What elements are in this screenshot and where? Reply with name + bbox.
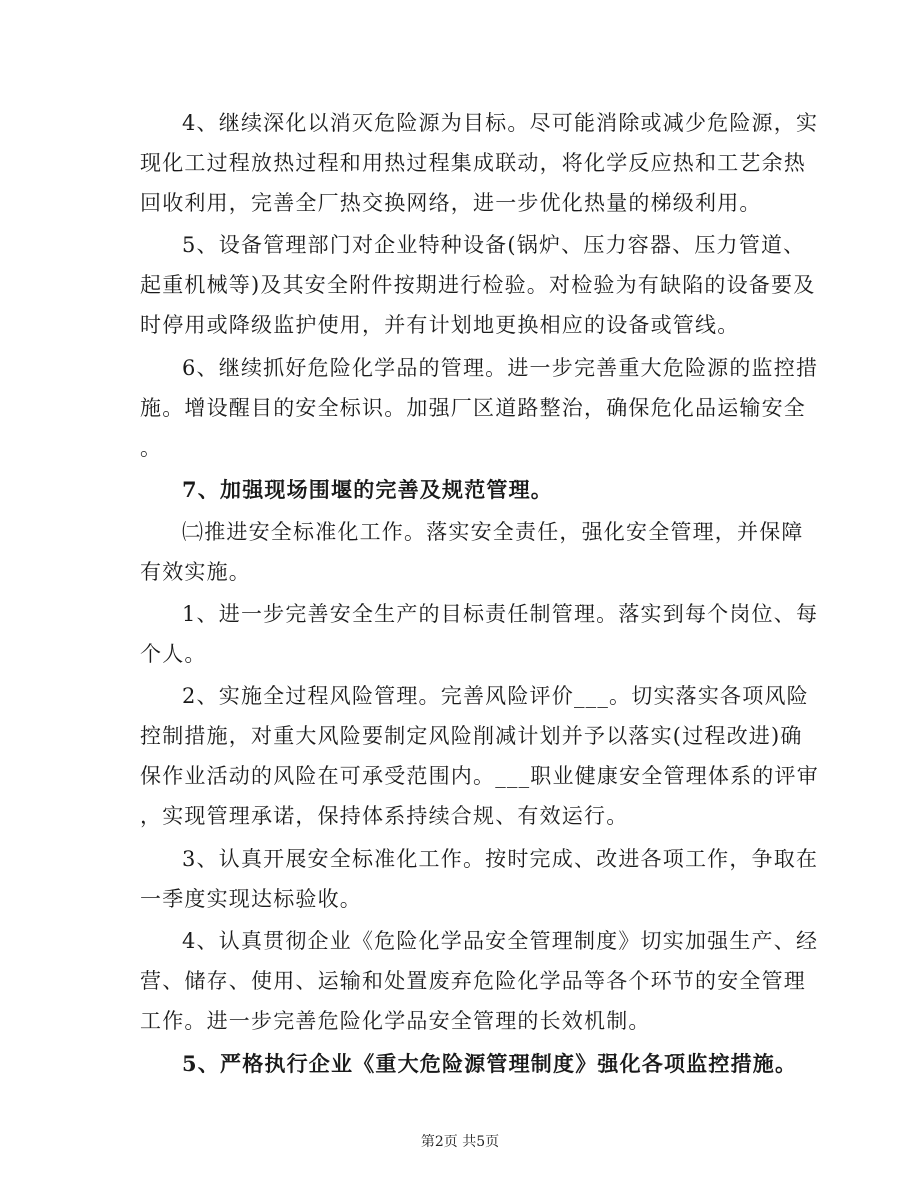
paragraph-3-line-1: 6、继续抓好危险化学品的管理。进一步完善重大危险源的监控措	[182, 356, 819, 380]
paragraph-5-line-1: ㈡推进安全标准化工作。落实安全责任，强化安全管理，并保障	[182, 520, 804, 544]
paragraph-1-line-1: 4、继续深化以消灭危险源为目标。尽可能消除或减少危险源，实	[182, 111, 819, 135]
paragraph-3-line-2: 施。增设醒目的安全标识。加强厂区道路整治，确保危化品运输安全	[140, 396, 806, 420]
paragraph-3-line-3: 。	[140, 436, 163, 460]
paragraph-9-line-3: 工作。进一步完善危险化学品安全管理的长效机制。	[140, 1009, 651, 1033]
paragraph-6-line-2: 个人。	[140, 642, 207, 666]
paragraph-2-line-3: 时停用或降级监护使用，并有计划地更换相应的设备或管线。	[140, 313, 740, 337]
paragraph-6-line-1: 1、进一步完善安全生产的目标责任制管理。落实到每个岗位、每	[182, 602, 819, 626]
paragraph-2-line-1: 5、设备管理部门对企业特种设备(锅炉、压力容器、压力管道、	[182, 233, 806, 257]
paragraph-9-line-1: 4、认真贯彻企业《危险化学品安全管理制度》切实加强生产、经	[182, 929, 819, 953]
paragraph-7-line-1: 2、实施全过程风险管理。完善风险评价___。切实落实各项风险	[182, 684, 809, 708]
paragraph-8-line-2: 一季度实现达标验收。	[140, 887, 362, 911]
paragraph-9-line-2: 营、储存、使用、运输和处置废弃危险化学品等各个环节的安全管理	[140, 969, 806, 993]
section-heading-7: 7、加强现场围堰的完善及规范管理。	[182, 477, 554, 502]
page-number-footer: 第2页 共5页	[420, 1134, 500, 1150]
paragraph-8-line-1: 3、认真开展安全标准化工作。按时完成、改进各项工作，争取在	[182, 847, 819, 871]
section-heading-5: 5、严格执行企业《重大危险源管理制度》强化各项监控措施。	[182, 1051, 798, 1076]
paragraph-7-line-2: 控制措施，对重大风险要制定风险削减计划并予以落实(过程改进)确	[140, 724, 803, 748]
paragraph-2-line-2: 起重机械等)及其安全附件按期进行检验。对检验为有缺陷的设备要及	[140, 273, 816, 297]
paragraph-7-line-3: 保作业活动的风险在可承受范围内。___职业健康安全管理体系的评审	[140, 764, 819, 788]
paragraph-5-line-2: 有效实施。	[140, 560, 251, 584]
paragraph-1-line-2: 现化工过程放热过程和用热过程集成联动，将化学反应热和工艺余热	[140, 151, 806, 175]
paragraph-1-line-3: 回收利用，完善全厂热交换网络，进一步优化热量的梯级利用。	[140, 191, 762, 215]
paragraph-7-line-4: ，实现管理承诺，保持体系持续合规、有效运行。	[140, 804, 629, 828]
